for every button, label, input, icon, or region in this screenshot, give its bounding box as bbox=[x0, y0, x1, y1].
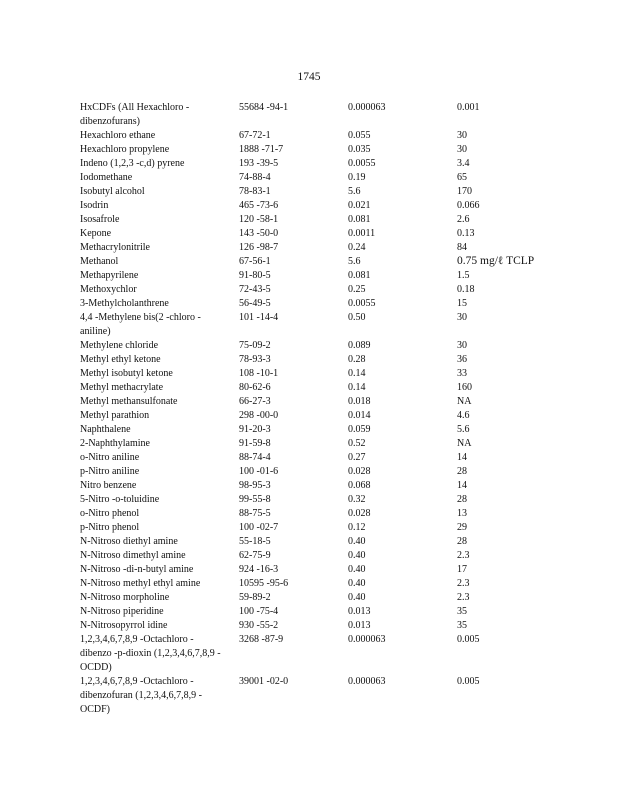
constituent-name: Methacrylonitrile bbox=[80, 242, 150, 253]
table-row bbox=[80, 199, 580, 213]
cas-number: 66-27-3 bbox=[239, 396, 271, 407]
cas-number: 10595 -95-6 bbox=[239, 578, 289, 589]
nonwastewater-standard: NA bbox=[457, 438, 472, 449]
wastewater-standard: 0.25 bbox=[348, 284, 366, 295]
nonwastewater-standard: 30 bbox=[457, 130, 467, 141]
table-row bbox=[80, 143, 580, 157]
wastewater-standard: 0.013 bbox=[348, 606, 371, 617]
wastewater-standard: 0.14 bbox=[348, 368, 366, 379]
constituent-name: Naphthalene bbox=[80, 424, 131, 435]
nonwastewater-standard: 28 bbox=[457, 536, 467, 547]
wastewater-standard: 0.035 bbox=[348, 144, 371, 155]
table-row bbox=[80, 381, 580, 395]
table-row bbox=[80, 311, 580, 339]
nonwastewater-standard: 4.6 bbox=[457, 410, 470, 421]
constituent-name: p-Nitro aniline bbox=[80, 466, 140, 477]
constituent-name: Methoxychlor bbox=[80, 284, 137, 295]
constituent-name: p-Nitro phenol bbox=[80, 522, 140, 533]
constituent-name: Methyl methacrylate bbox=[80, 382, 164, 393]
table-row bbox=[80, 283, 580, 297]
wastewater-standard: 0.000063 bbox=[348, 676, 386, 687]
wastewater-standard: 0.089 bbox=[348, 340, 371, 351]
constituent-table bbox=[80, 101, 580, 717]
table-row bbox=[80, 633, 580, 675]
table-row bbox=[80, 493, 580, 507]
cas-number: 100 -01-6 bbox=[239, 466, 279, 477]
wastewater-standard: 0.028 bbox=[348, 466, 371, 477]
nonwastewater-standard: 30 bbox=[457, 340, 467, 351]
table-row bbox=[80, 409, 580, 423]
constituent-name: Isodrin bbox=[80, 200, 109, 211]
wastewater-standard: 0.014 bbox=[348, 410, 371, 421]
nonwastewater-standard: 0.001 bbox=[457, 102, 480, 113]
table-row bbox=[80, 451, 580, 465]
nonwastewater-standard: NA bbox=[457, 396, 472, 407]
cas-number: 78-83-1 bbox=[239, 186, 271, 197]
nonwastewater-standard: 2.3 bbox=[457, 550, 470, 561]
constituent-name: 5-Nitro -o-toluidine bbox=[80, 494, 160, 505]
cas-number: 39001 -02-0 bbox=[239, 676, 289, 687]
cas-number: 143 -50-0 bbox=[239, 228, 279, 239]
cas-number: 67-72-1 bbox=[239, 130, 271, 141]
table-row bbox=[80, 423, 580, 437]
cas-number: 126 -98-7 bbox=[239, 242, 279, 253]
cas-number: 55684 -94-1 bbox=[239, 102, 289, 113]
table-row bbox=[80, 101, 580, 129]
cas-number: 88-74-4 bbox=[239, 452, 271, 463]
constituent-name: Methyl isobutyl ketone bbox=[80, 368, 173, 379]
wastewater-standard: 0.12 bbox=[348, 522, 366, 533]
constituent-name: Methylene chloride bbox=[80, 340, 159, 351]
cas-number: 88-75-5 bbox=[239, 508, 271, 519]
table-row bbox=[80, 171, 580, 185]
nonwastewater-standard: 14 bbox=[457, 452, 467, 463]
wastewater-standard: 0.19 bbox=[348, 172, 366, 183]
cas-number: 62-75-9 bbox=[239, 550, 271, 561]
wastewater-standard: 0.40 bbox=[348, 578, 366, 589]
nonwastewater-standard: 28 bbox=[457, 494, 467, 505]
cas-number: 59-89-2 bbox=[239, 592, 271, 603]
cas-number: 91-20-3 bbox=[239, 424, 271, 435]
wastewater-standard: 0.0055 bbox=[348, 158, 376, 169]
constituent-name: N-Nitrosopyrrol idine bbox=[80, 620, 168, 631]
constituent-name: Methyl parathion bbox=[80, 410, 150, 421]
table-row bbox=[80, 269, 580, 283]
cas-number: 193 -39-5 bbox=[239, 158, 279, 169]
nonwastewater-standard: 36 bbox=[457, 354, 467, 365]
table-row bbox=[80, 227, 580, 241]
constituent-name: 1,2,3,4,6,7,8,9 -Octachloro - dibenzofuran (1,2,3,4,6,7,8,9 - OCDF) bbox=[80, 676, 202, 715]
cas-number: 924 -16-3 bbox=[239, 564, 279, 575]
nonwastewater-standard: 84 bbox=[457, 242, 467, 253]
constituent-name: Hexachloro propylene bbox=[80, 144, 170, 155]
cas-number: 100 -02-7 bbox=[239, 522, 279, 533]
constituent-name: o-Nitro aniline bbox=[80, 452, 140, 463]
table-row bbox=[80, 241, 580, 255]
nonwastewater-standard: 14 bbox=[457, 480, 467, 491]
cas-number: 74-88-4 bbox=[239, 172, 271, 183]
constituent-name: N-Nitroso diethyl amine bbox=[80, 536, 178, 547]
wastewater-standard: 0.24 bbox=[348, 242, 366, 253]
table-row bbox=[80, 353, 580, 367]
cas-number: 930 -55-2 bbox=[239, 620, 279, 631]
table-row bbox=[80, 255, 580, 269]
cas-number: 3268 -87-9 bbox=[239, 634, 284, 645]
wastewater-standard: 0.0011 bbox=[348, 228, 376, 239]
nonwastewater-standard: 0.75 mg/ℓ TCLP bbox=[457, 255, 535, 267]
constituent-name: Hexachloro ethane bbox=[80, 130, 156, 141]
cas-number: 78-93-3 bbox=[239, 354, 271, 365]
constituent-name: Methanol bbox=[80, 256, 119, 267]
constituent-name: Methyl ethyl ketone bbox=[80, 354, 161, 365]
constituent-name: 2-Naphthylamine bbox=[80, 438, 150, 449]
cas-number: 100 -75-4 bbox=[239, 606, 279, 617]
constituent-name: 1,2,3,4,6,7,8,9 -Octachloro - dibenzo -p-dioxin (1,2,3,4,6,7,8,9 -OCDD) bbox=[80, 634, 221, 673]
wastewater-standard: 0.40 bbox=[348, 564, 366, 575]
constituent-name: Iodomethane bbox=[80, 172, 133, 183]
table-row bbox=[80, 619, 580, 633]
wastewater-standard: 0.055 bbox=[348, 130, 371, 141]
cas-number: 98-95-3 bbox=[239, 480, 271, 491]
nonwastewater-standard: 160 bbox=[457, 382, 472, 393]
constituent-name: N-Nitroso -di-n-butyl amine bbox=[80, 564, 194, 575]
nonwastewater-standard: 13 bbox=[457, 508, 467, 519]
constituent-name: Methapyrilene bbox=[80, 270, 139, 281]
table-row bbox=[80, 507, 580, 521]
nonwastewater-standard: 0.13 bbox=[457, 228, 475, 239]
cas-number: 120 -58-1 bbox=[239, 214, 279, 225]
wastewater-standard: 5.6 bbox=[348, 256, 361, 267]
constituent-name: 4,4 -Methylene bis(2 -chloro - aniline) bbox=[80, 312, 201, 337]
constituent-name: o-Nitro phenol bbox=[80, 508, 140, 519]
wastewater-standard: 0.000063 bbox=[348, 634, 386, 645]
cas-number: 67-56-1 bbox=[239, 256, 271, 267]
wastewater-standard: 5.6 bbox=[348, 186, 361, 197]
table-row bbox=[80, 157, 580, 171]
table-row bbox=[80, 465, 580, 479]
wastewater-standard: 0.40 bbox=[348, 592, 366, 603]
table-row bbox=[80, 563, 580, 577]
wastewater-standard: 0.028 bbox=[348, 508, 371, 519]
constituent-name: N-Nitroso dimethyl amine bbox=[80, 550, 186, 561]
cas-number: 56-49-5 bbox=[239, 298, 271, 309]
nonwastewater-standard: 29 bbox=[457, 522, 467, 533]
wastewater-standard: 0.40 bbox=[348, 536, 366, 547]
constituent-name: N-Nitroso morpholine bbox=[80, 592, 170, 603]
constituent-name: Nitro benzene bbox=[80, 480, 137, 491]
cas-number: 298 -00-0 bbox=[239, 410, 279, 421]
nonwastewater-standard: 5.6 bbox=[457, 424, 470, 435]
nonwastewater-standard: 15 bbox=[457, 298, 467, 309]
constituent-name: HxCDFs (All Hexachloro - dibenzofurans) bbox=[80, 102, 190, 127]
table-row bbox=[80, 129, 580, 143]
table-row bbox=[80, 185, 580, 199]
nonwastewater-standard: 35 bbox=[457, 620, 467, 631]
table-row bbox=[80, 437, 580, 451]
wastewater-standard: 0.081 bbox=[348, 214, 371, 225]
wastewater-standard: 0.000063 bbox=[348, 102, 386, 113]
cas-number: 75-09-2 bbox=[239, 340, 271, 351]
constituent-name: Isobutyl alcohol bbox=[80, 186, 145, 197]
nonwastewater-standard: 0.18 bbox=[457, 284, 475, 295]
nonwastewater-standard: 2.3 bbox=[457, 592, 470, 603]
wastewater-standard: 0.14 bbox=[348, 382, 366, 393]
nonwastewater-standard: 0.066 bbox=[457, 200, 480, 211]
page-number: 1745 bbox=[297, 71, 321, 83]
wastewater-standard: 0.059 bbox=[348, 424, 371, 435]
nonwastewater-standard: 65 bbox=[457, 172, 467, 183]
wastewater-standard: 0.0055 bbox=[348, 298, 376, 309]
cas-number: 55-18-5 bbox=[239, 536, 271, 547]
nonwastewater-standard: 2.6 bbox=[457, 214, 470, 225]
table-row bbox=[80, 549, 580, 563]
table-row bbox=[80, 297, 580, 311]
constituent-name: Methyl methansulfonate bbox=[80, 396, 178, 407]
table-row bbox=[80, 675, 580, 717]
table-row bbox=[80, 367, 580, 381]
cas-number: 72-43-5 bbox=[239, 284, 271, 295]
table-row bbox=[80, 339, 580, 353]
cas-number: 108 -10-1 bbox=[239, 368, 279, 379]
constituent-name: N-Nitroso piperidine bbox=[80, 606, 164, 617]
constituent-name: Kepone bbox=[80, 228, 112, 239]
table-row bbox=[80, 479, 580, 493]
nonwastewater-standard: 30 bbox=[457, 144, 467, 155]
wastewater-standard: 0.018 bbox=[348, 396, 371, 407]
constituent-name: Indeno (1,2,3 -c,d) pyrene bbox=[80, 158, 185, 169]
cas-number: 80-62-6 bbox=[239, 382, 271, 393]
nonwastewater-standard: 0.005 bbox=[457, 634, 480, 645]
nonwastewater-standard: 2.3 bbox=[457, 578, 470, 589]
nonwastewater-standard: 33 bbox=[457, 368, 467, 379]
table-row bbox=[80, 535, 580, 549]
constituent-name: N-Nitroso methyl ethyl amine bbox=[80, 578, 201, 589]
cas-number: 465 -73-6 bbox=[239, 200, 279, 211]
nonwastewater-standard: 170 bbox=[457, 186, 472, 197]
table-row bbox=[80, 521, 580, 535]
constituent-name: 3-Methylcholanthrene bbox=[80, 298, 169, 309]
wastewater-standard: 0.021 bbox=[348, 200, 371, 211]
wastewater-standard: 0.081 bbox=[348, 270, 371, 281]
table-row bbox=[80, 577, 580, 591]
cas-number: 101 -14-4 bbox=[239, 312, 279, 323]
wastewater-standard: 0.50 bbox=[348, 312, 366, 323]
wastewater-standard: 0.52 bbox=[348, 438, 366, 449]
wastewater-standard: 0.40 bbox=[348, 550, 366, 561]
nonwastewater-standard: 3.4 bbox=[457, 158, 470, 169]
nonwastewater-standard: 17 bbox=[457, 564, 467, 575]
nonwastewater-standard: 1.5 bbox=[457, 270, 470, 281]
constituent-name: Isosafrole bbox=[80, 214, 120, 225]
cas-number: 1888 -71-7 bbox=[239, 144, 284, 155]
nonwastewater-standard: 30 bbox=[457, 312, 467, 323]
nonwastewater-standard: 0.005 bbox=[457, 676, 480, 687]
cas-number: 91-80-5 bbox=[239, 270, 271, 281]
wastewater-standard: 0.32 bbox=[348, 494, 366, 505]
table-row bbox=[80, 213, 580, 227]
table-row bbox=[80, 605, 580, 619]
nonwastewater-standard: 28 bbox=[457, 466, 467, 477]
wastewater-standard: 0.013 bbox=[348, 620, 371, 631]
table-row bbox=[80, 591, 580, 605]
wastewater-standard: 0.068 bbox=[348, 480, 371, 491]
table-row bbox=[80, 395, 580, 409]
nonwastewater-standard: 35 bbox=[457, 606, 467, 617]
cas-number: 99-55-8 bbox=[239, 494, 271, 505]
wastewater-standard: 0.28 bbox=[348, 354, 366, 365]
wastewater-standard: 0.27 bbox=[348, 452, 366, 463]
cas-number: 91-59-8 bbox=[239, 438, 271, 449]
